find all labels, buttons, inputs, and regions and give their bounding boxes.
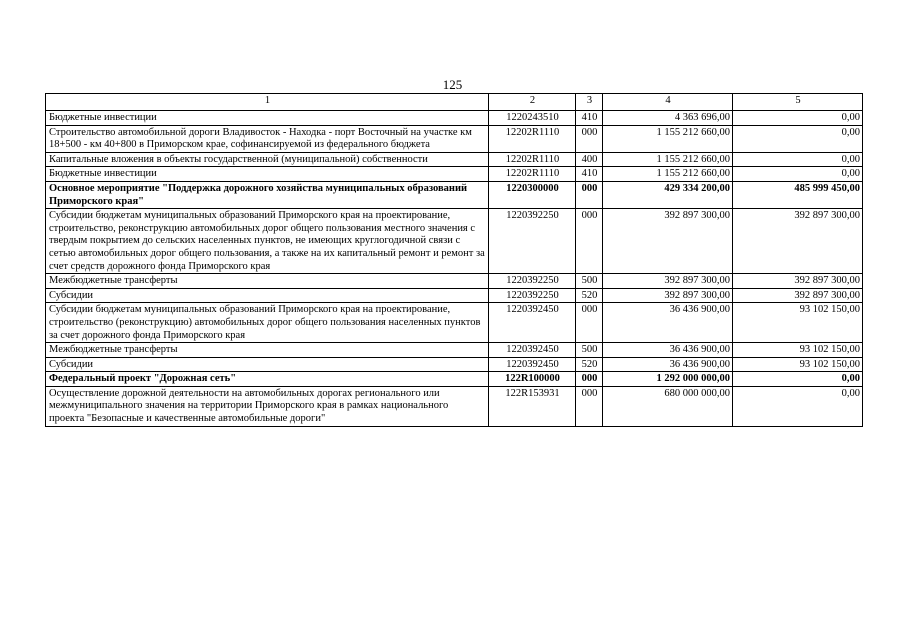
row-value-col4-cell: 36 436 900,00 [603, 303, 733, 343]
table-row [46, 303, 863, 343]
row-value-col5-cell: 392 897 300,00 [733, 209, 863, 274]
table-row [46, 209, 863, 274]
row-value-col4-cell: 392 897 300,00 [603, 209, 733, 274]
header-cell: 1 [46, 94, 489, 111]
table-row [46, 167, 863, 182]
row-value-col5-cell: 392 897 300,00 [733, 274, 863, 289]
row-value-col5-cell: 93 102 150,00 [733, 303, 863, 343]
header-cell: 4 [603, 94, 733, 111]
header-cell: 2 [489, 94, 576, 111]
row-value-col4-cell: 429 334 200,00 [603, 181, 733, 208]
row-name-cell: Субсидии [46, 357, 489, 372]
table-header-row [46, 94, 863, 111]
row-type-cell: 000 [576, 125, 603, 152]
row-name-cell: Межбюджетные трансферты [46, 274, 489, 289]
row-value-col5-cell: 485 999 450,00 [733, 181, 863, 208]
row-code-cell: 122R100000 [489, 372, 576, 387]
row-type-cell: 000 [576, 386, 603, 426]
row-code-cell: 1220392250 [489, 209, 576, 274]
row-name-cell: Осуществление дорожной деятельности на автомобильных дорогах регионального или межмуниципального значения на территории Приморского края в рамках национального проекта "Безопасные и качественные автомобильные дороги" [46, 386, 489, 426]
row-code-cell: 12202R1110 [489, 152, 576, 167]
row-type-cell: 520 [576, 357, 603, 372]
row-code-cell: 1220392450 [489, 343, 576, 358]
table-row [46, 386, 863, 426]
row-value-col4-cell: 1 155 212 660,00 [603, 125, 733, 152]
header-cell: 5 [733, 94, 863, 111]
table-row [46, 125, 863, 152]
row-name-cell: Субсидии бюджетам муниципальных образований Приморского края на проектирование, строительство, реконструкцию автомобильных дорог общего пользования местного значения с твердым покрытием до сельских населенных пунктов, не имеющих круглогодичной связи с сетью автомобильных дорог общего пользования, а также на их капитальный ремонт и ремонт за счет средств дорожного фонда Приморского края [46, 209, 489, 274]
row-type-cell: 500 [576, 274, 603, 289]
row-value-col4-cell: 36 436 900,00 [603, 343, 733, 358]
row-value-col4-cell: 4 363 696,00 [603, 111, 733, 126]
row-type-cell: 000 [576, 303, 603, 343]
budget-table [45, 93, 863, 427]
row-code-cell: 1220243510 [489, 111, 576, 126]
row-type-cell: 410 [576, 111, 603, 126]
row-value-col4-cell: 1 292 000 000,00 [603, 372, 733, 387]
row-value-col5-cell: 93 102 150,00 [733, 357, 863, 372]
row-name-cell: Бюджетные инвестиции [46, 111, 489, 126]
row-code-cell: 1220392450 [489, 357, 576, 372]
row-value-col5-cell: 0,00 [733, 372, 863, 387]
row-value-col5-cell: 0,00 [733, 167, 863, 182]
row-type-cell: 000 [576, 209, 603, 274]
table-row [46, 152, 863, 167]
row-value-col4-cell: 680 000 000,00 [603, 386, 733, 426]
row-type-cell: 400 [576, 152, 603, 167]
table-row [46, 357, 863, 372]
row-name-cell: Межбюджетные трансферты [46, 343, 489, 358]
header-cell: 3 [576, 94, 603, 111]
row-type-cell: 000 [576, 372, 603, 387]
row-type-cell: 000 [576, 181, 603, 208]
row-code-cell: 1220392250 [489, 274, 576, 289]
table-row [46, 343, 863, 358]
row-code-cell: 122R153931 [489, 386, 576, 426]
row-code-cell: 12202R1110 [489, 167, 576, 182]
row-value-col5-cell: 0,00 [733, 111, 863, 126]
row-type-cell: 500 [576, 343, 603, 358]
row-value-col4-cell: 1 155 212 660,00 [603, 167, 733, 182]
row-value-col5-cell: 0,00 [733, 152, 863, 167]
row-value-col5-cell: 93 102 150,00 [733, 343, 863, 358]
row-type-cell: 410 [576, 167, 603, 182]
row-value-col4-cell: 1 155 212 660,00 [603, 152, 733, 167]
row-value-col4-cell: 392 897 300,00 [603, 274, 733, 289]
page-number: 125 [442, 77, 463, 92]
row-value-col5-cell: 0,00 [733, 386, 863, 426]
row-name-cell: Основное мероприятие "Поддержка дорожного хозяйства муниципальных образований Приморского края" [46, 181, 489, 208]
table-row [46, 372, 863, 387]
row-code-cell: 1220300000 [489, 181, 576, 208]
row-name-cell: Строительство автомобильной дороги Владивосток - Находка - порт Восточный на участке км 18+500 - км 40+800 в Приморском крае, софинансируемой из федерального бюджета [46, 125, 489, 152]
row-code-cell: 1220392450 [489, 303, 576, 343]
table-row [46, 181, 863, 208]
row-value-col4-cell: 392 897 300,00 [603, 288, 733, 303]
table-row [46, 111, 863, 126]
table-row [46, 288, 863, 303]
row-name-cell: Федеральный проект "Дорожная сеть" [46, 372, 489, 387]
row-value-col4-cell: 36 436 900,00 [603, 357, 733, 372]
row-name-cell: Субсидии [46, 288, 489, 303]
row-code-cell: 1220392250 [489, 288, 576, 303]
row-name-cell: Субсидии бюджетам муниципальных образований Приморского края на проектирование, строительство (реконструкцию) автомобильных дорог общего пользования населенных пунктов за счет дорожного фонда Приморского края [46, 303, 489, 343]
row-name-cell: Бюджетные инвестиции [46, 167, 489, 182]
table-row [46, 274, 863, 289]
row-type-cell: 520 [576, 288, 603, 303]
row-code-cell: 12202R1110 [489, 125, 576, 152]
row-name-cell: Капитальные вложения в объекты государственной (муниципальной) собственности [46, 152, 489, 167]
row-value-col5-cell: 392 897 300,00 [733, 288, 863, 303]
row-value-col5-cell: 0,00 [733, 125, 863, 152]
